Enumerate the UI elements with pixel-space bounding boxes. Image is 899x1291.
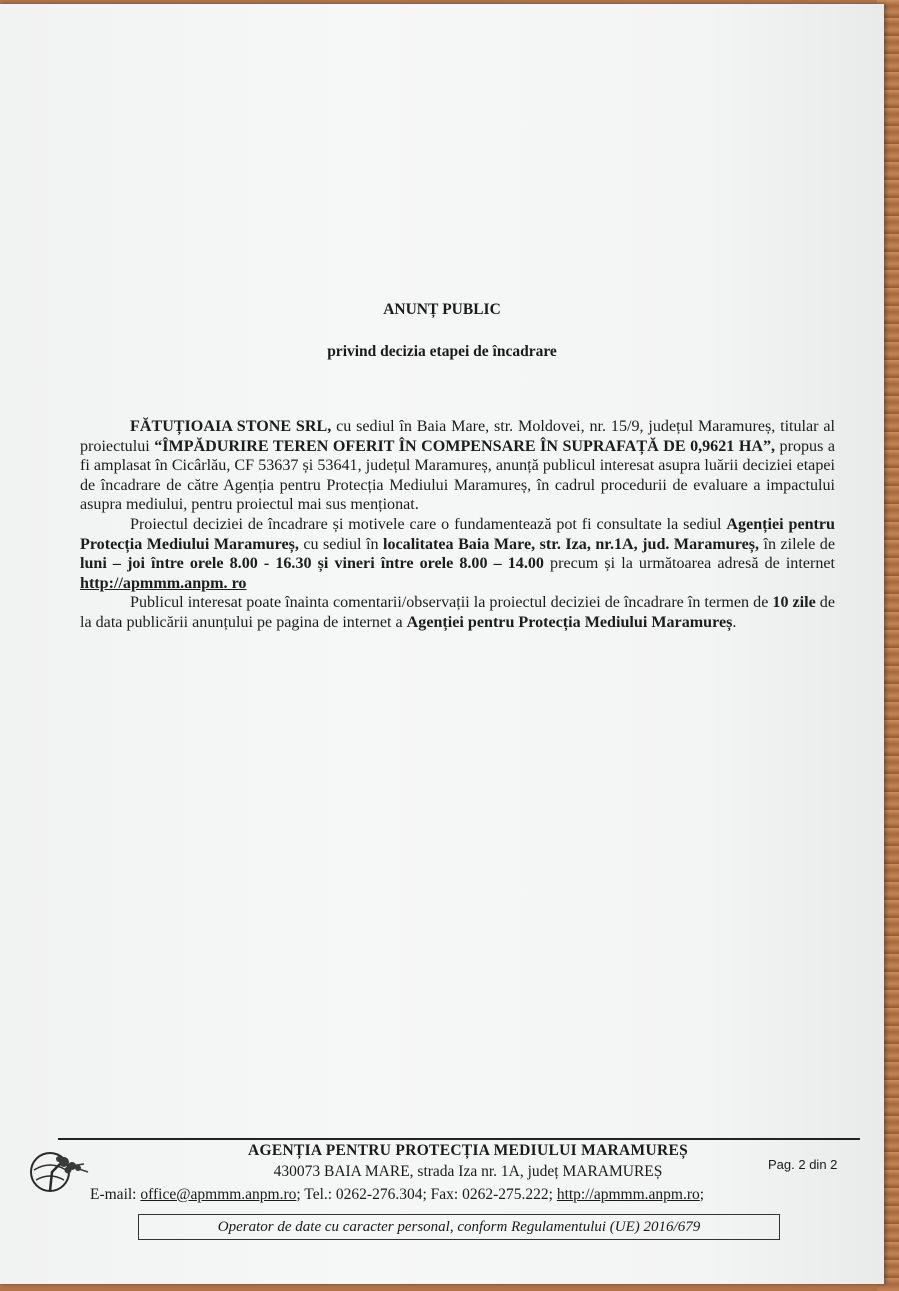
footer-contact-line — [90, 1186, 830, 1204]
paragraph-2-text-b: cu sediul în — [298, 535, 383, 553]
deadline-days: 10 zile — [772, 594, 816, 612]
announcement-body — [80, 417, 835, 633]
footer-website-suffix: ; — [699, 1186, 705, 1203]
paragraph-1-text-a: cu sediul în Baia Mare, str. Moldovei, nr. 15/9, județul Maramureș, titular al proiectului — [80, 418, 835, 455]
footer-website-link[interactable]: http://apmmm.anpm.ro — [556, 1186, 700, 1203]
paragraph-3 — [80, 593, 835, 632]
paragraph-3-text-c: . — [732, 613, 737, 631]
opening-schedule: luni – joi între orele 8.00 - 16.30 și vineri între orele 8.00 – 14.00 — [80, 555, 544, 573]
agency-location: localitatea Baia Mare, str. Iza, nr.1A, jud. Maramureș, — [382, 535, 759, 553]
paragraph-1-text-b: propus a fi amplasat în Cicârlău, CF 53637 și 53641, județul Maramureș, anunță publicul interesat asupra luării deciziei etapei de încadrare de către Agenția pentru Protecția Mediului Maramureș, în cadrul procedurii de evaluare a impactului asupra mediului, pentru proiectul mai sus menționat. — [80, 437, 835, 514]
page-number: Pag. 2 din 2 — [768, 1157, 838, 1172]
phone-fax: ; Tel.: 0262-276.304; Fax: 0262-275.222; — [296, 1186, 557, 1203]
document-page — [0, 4, 884, 1284]
page-subtitle: privind decizia etapei de încadrare — [327, 343, 557, 360]
agency-name-2: Agenției pentru Protecția Mediului Maramureș — [406, 613, 733, 631]
website-link[interactable]: http://apmmm.anpm. ro — [80, 574, 247, 592]
agency-name: Agenției pentru Protecția Mediului Maramureș, — [80, 515, 835, 553]
email-link[interactable]: office@apmmm.anpm.ro — [140, 1186, 297, 1203]
project-name: “ÎMPĂDURIRE TEREN OFERIT ÎN COMPENSARE ÎN SUPRAFAȚĂ DE 0,9621 HA”, — [154, 437, 776, 455]
paragraph-2-text-c: în zilele de — [759, 535, 836, 553]
paragraph-2-text-a: Proiectul deciziei de încadrare și motivele care o fundamentează pot fi consultate la sediul — [130, 515, 727, 533]
paragraph-3-text-b: de la data publicării anunțului pe pagina de internet a — [80, 594, 835, 631]
email-label: E-mail: — [90, 1186, 141, 1203]
footer-address: 430073 BAIA MARE, strada Iza nr. 1A, județ MARAMUREȘ — [273, 1163, 663, 1180]
page-title: ANUNȚ PUBLIC — [383, 301, 501, 318]
paragraph-3-text-a: Publicul interesat poate înainta comentarii/observații la proiectul deciziei de încadrare în termen de — [130, 594, 773, 612]
data-operator-note: Operator de date cu caracter personal, conform Regulamentului (UE) 2016/679 — [138, 1214, 780, 1240]
footer-agency-name: AGENȚIA PENTRU PROTECȚIA MEDIULUI MARAMUREȘ — [247, 1142, 689, 1159]
paragraph-2 — [80, 515, 835, 593]
tree-globe-logo-icon — [26, 1142, 96, 1200]
paragraph-1 — [80, 417, 835, 515]
paragraph-2-text-d: precum și la următoarea adresă de internet — [543, 555, 835, 573]
company-name: FĂTUȚIOAIA STONE SRL, — [130, 418, 332, 435]
footer-divider — [58, 1138, 860, 1140]
